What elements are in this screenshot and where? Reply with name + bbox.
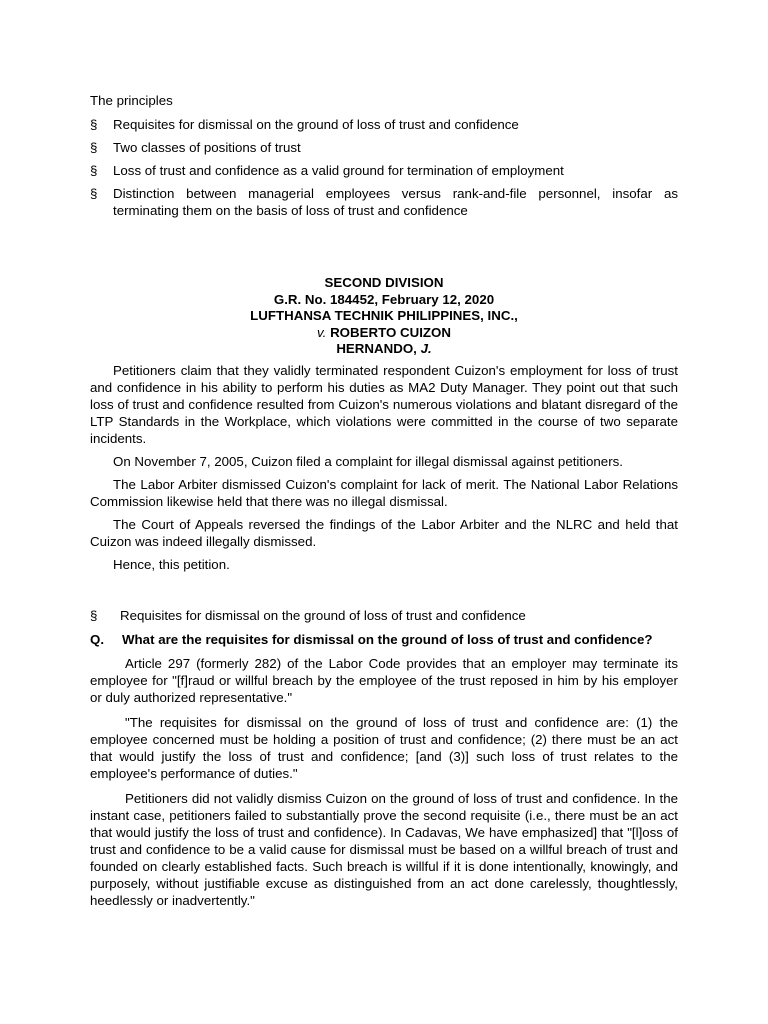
case-gr-number: G.R. No. 184452, February 12, 2020 <box>273 291 495 307</box>
section-symbol: § <box>90 117 98 132</box>
case-petitioner: LUFTHANSA TECHNIK PHILIPPINES, INC., <box>250 308 518 323</box>
case-respondent: ROBERTO CUIZON <box>330 324 451 340</box>
principles-list <box>90 116 678 225</box>
section-title: Requisites for dismissal on the ground of loss of trust and confidence <box>120 608 526 623</box>
section-symbol: § <box>90 608 98 623</box>
facts-section <box>90 362 678 579</box>
principle-item <box>90 116 678 133</box>
principle-item <box>90 139 678 156</box>
principle-item <box>90 162 678 179</box>
principle-item <box>90 185 678 219</box>
ponente-name: HERNANDO, <box>336 341 417 356</box>
facts-paragraph: Petitioners claim that they validly terminated respondent Cuizon's employment for loss of trust and confidence in his ability to perform his duties as MA2 Duty Manager. They point out that such loss of trust and confidence resulted from Cuizon's numerous violations and blatant disregard of the LTP Standards in the Workplace, which violations were committed in the course of two separate incidents. <box>90 363 678 446</box>
question-label: Q. <box>90 632 105 647</box>
section-symbol: § <box>90 186 98 201</box>
principle-text: Two classes of positions of trust <box>113 140 301 155</box>
case-caption <box>90 275 678 358</box>
case-versus: v. <box>317 324 327 340</box>
facts-paragraph: The Court of Appeals reversed the findings of the Labor Arbiter and the NLRC and held that Cuizon was indeed illegally dismissed. <box>90 517 678 549</box>
principle-text: Distinction between managerial employees versus rank-and-file personnel, insofar as terminating them on the basis of loss of trust and confidence <box>113 186 678 218</box>
section-symbol: § <box>90 140 98 155</box>
facts-paragraph: On November 7, 2005, Cuizon filed a complaint for illegal dismissal against petitioners. <box>113 454 623 469</box>
case-parties-line <box>90 325 678 342</box>
answer-paragraph: Petitioners did not validly dismiss Cuizon on the ground of loss of trust and confidence. In the instant case, petitioners failed to substantially prove the second requisite (i.e., there must be an act that would justify the loss of trust and confidence). In Cadavas, We have emphasized] that "[l]oss of trust and confidence to be a valid cause for dismissal must be based on a willful breach of trust and founded on clearly established facts. Such breach is willful if it is done intentionally, knowingly, and purposely, without justifiable excuse as distinguished from an act done carelessly, thoughtlessly, heedlessly or inadvertently." <box>90 791 678 908</box>
principle-text: Loss of trust and confidence as a valid ground for termination of employment <box>113 163 564 178</box>
question <box>90 631 690 648</box>
case-ponente <box>90 341 678 358</box>
principle-text: Requisites for dismissal on the ground of loss of trust and confidence <box>113 117 519 132</box>
section-heading <box>90 607 678 624</box>
answer-paragraph: "The requisites for dismissal on the ground of loss of trust and confidence are: (1) the employee concerned must be holding a position of trust and confidence; (2) there must be an act that would justify the loss of trust and confidence; [and (3)] such loss of trust relates to the employee's performance of duties." <box>90 715 678 781</box>
case-division: SECOND DIVISION <box>324 275 444 290</box>
facts-paragraph: Hence, this petition. <box>113 557 230 572</box>
facts-paragraph: The Labor Arbiter dismissed Cuizon's complaint for lack of merit. The National Labor Relations Commission likewise held that there was no illegal dismissal. <box>90 477 678 509</box>
ponente-suffix: J. <box>420 341 432 356</box>
answer-paragraph: Article 297 (formerly 282) of the Labor Code provides that an employer may terminate its employee for "[f]raud or willful breach by the employee of the trust reposed in him by his employer or duly authorized representative." <box>90 656 678 705</box>
section-symbol: § <box>90 163 98 178</box>
principles-heading: The principles <box>90 93 173 108</box>
answer-section <box>90 655 678 917</box>
question-text: What are the requisites for dismissal on the ground of loss of trust and confidence? <box>122 632 653 647</box>
